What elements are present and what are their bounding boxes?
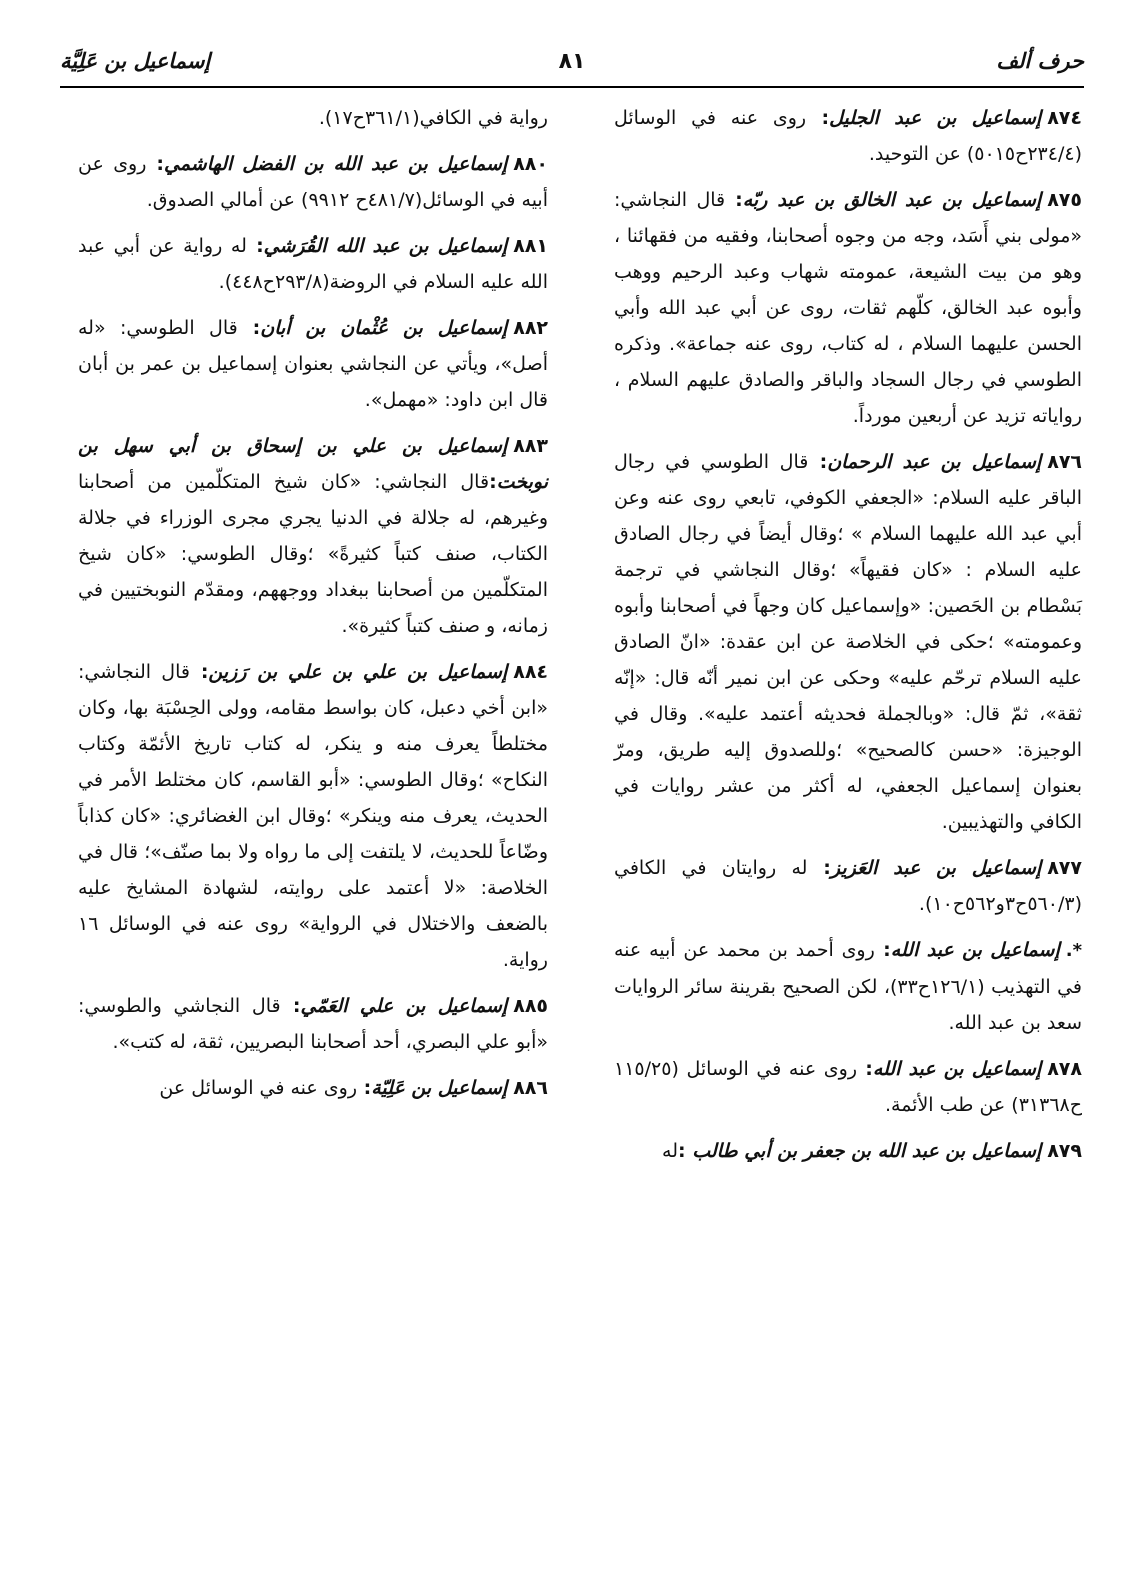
entry-name: إسماعيل بن عَلِيّة	[371, 1077, 508, 1099]
left-column	[78, 100, 548, 1116]
entry-number: ٨٨٣	[513, 435, 548, 457]
page-number: ٨١	[558, 48, 586, 74]
entry-name: إسماعيل بن علي العَمّي	[300, 995, 508, 1017]
entry-number: ٨٨٢	[513, 317, 549, 339]
entry-name: إسماعيل بن عبد الخالق بن عبد ربّه	[742, 189, 1042, 211]
entry-number: ٨٨٥	[513, 995, 549, 1017]
running-header-entry: إسماعيل بن عَلِيَّة	[60, 49, 211, 73]
entry-number: ٨٨٠	[513, 153, 548, 175]
entry-number: ٨٨٦	[513, 1077, 548, 1099]
entry-number: ٨٧٦	[1047, 451, 1083, 473]
entry-name: إسماعيل بن علي بن علي بن رَزين	[208, 661, 508, 683]
entry-number: ٨٨١	[513, 235, 548, 257]
entry-text: قال النجاشي والطوسي: «أبو علي البصري، أحد أصحابنا البصريين، ثقة، له كتب».	[78, 995, 548, 1053]
entry-number: ٨٧٨	[1047, 1058, 1082, 1080]
entry: ٨٨٥إسماعيل بن علي العَمّي: قال النجاشي والطوسي: «أبو علي البصري، أحد أصحابنا البصريين، ثقة، له كتب».	[78, 995, 549, 1053]
entry-name: إسماعيل بن علي بن إسحاق بن أبي سهل بن نوبخت	[78, 435, 548, 493]
entry-number: *.	[1065, 940, 1083, 961]
entry-text: قال النجاشي: «ابن أخي دعبل، كان بواسط مقامه، وولى الحِسْبَة بها، وكان مختلطاً يعرف منه و ينكر، له كتاب تاريخ الأئمّة وكتاب النكاح» ؛وقال الطوسي: «أبو القاسم، كان مختلط الأمر في الحديث، يعرف منه وينكر» ؛وقال ابن الغضائري: «كان كذاباً وضّاعاً للحديث، لا يلتفت إلى ما رواه ولا بما صنّف»؛ قال في الخلاصة: «لا أعتمد على روايته، لشهادة المشايخ عليه بالضعف والاختلال في الرواية» روى عنه في الوسائل ١٦ رواية.	[78, 661, 548, 971]
entry: ٨٨٦إسماعيل بن عَلِيّة: روى عنه في الوسائل عن	[159, 1077, 548, 1099]
running-header-chapter: حرف ألف	[996, 49, 1084, 73]
entry: ٨٧٤إسماعيل بن عبد الجليل: روى عنه في الوسائل (٢٣٤/٤ح٥٠١٥) عن التوحيد.	[614, 107, 1082, 165]
entry-text: له	[662, 1140, 679, 1162]
entry-text: له رواية عن أبي عبد الله عليه السلام في الروضة(٢٩٣/٨ح٤٤٨).	[78, 235, 548, 293]
entry: ٨٧٧إسماعيل بن عبد العَزيز: له روايتان في الكافي (٥٦٠/٣ح٣و٥٦٢ح١٠).	[614, 857, 1082, 915]
entry-name: إسماعيل بن عبد الله	[890, 939, 1060, 961]
entry-number: ٨٧٧	[1047, 857, 1082, 879]
entry: ٨٧٥إسماعيل بن عبد الخالق بن عبد ربّه: قال النجاشي: «مولى بني أَسَد، وجه من وجوه أصحابنا، وفقيه من فقهائنا ، وهو من بيت الشيعة، عمومته شهاب وعبد الرحيم ووهب وأبوه عبد الخالق، كلّهم ثقات، روى عن أبي عبد الله وأبي الحسن عليهما السلام ، له كتاب، روى عنه جماعة». وذكره الطوسي في رجال السجاد والباقر والصادق عليهم السلام ، رواياته تزيد عن أربعين مورداً.	[614, 189, 1082, 427]
entry-text: رواية في الكافي(٣٦١/١ح١٧).	[318, 107, 548, 129]
entry: ٨٨٠إسماعيل بن عبد الله بن الفضل الهاشمي: روى عن أبيه في الوسائل(٤٨١/٧ح ٩٩١٢) عن أمالي الصدوق.	[78, 153, 548, 211]
entry-name: إسماعيل بن عبد الله	[872, 1058, 1042, 1080]
entry-number: ٨٧٩	[1047, 1140, 1082, 1162]
entry: ٨٧٦إسماعيل بن عبد الرحمان: قال الطوسي في رجال الباقر عليه السلام: «الجعفي الكوفي، تابعي روى عنه وعن أبي عبد الله عليهما السلام » ؛وقال أيضاً في رجال الصادق عليه السلام : «كان فقيهاً» ؛وقال النجاشي في ترجمة بَسْطام بن الحَصين: «وإسماعيل كان وجهاً في أصحابنا وأبوه وعمومته» ؛حكى في الخلاصة عن ابن عقدة: «انّ الصادق عليه السلام ترحّم عليه» وحكى عن ابن نمير أنّه قال: «إنّه ثقة»، ثمّ قال: «وبالجملة فحديثه أعتمد عليه». وقال في الوجيزة: «حسن كالصحيح» ؛وللصدوق إليه طريق، ومرّ بعنوان إسماعيل الجعفي، له أكثر من عشر روايات في الكافي والتهذيبين.	[614, 451, 1083, 833]
page-header	[60, 38, 1084, 84]
entry-name: إسماعيل بن عبد الله بن جعفر بن أبي طالب	[692, 1140, 1042, 1162]
entry: ٨٨١إسماعيل بن عبد الله القُرَشي: له رواية عن أبي عبد الله عليه السلام في الروضة(٢٩٣/٨ح٤٤٨).	[78, 235, 548, 293]
entry-text: روى أحمد بن محمد عن أبيه عنه في التهذيب (١٢٦/١ح٣٣)، لكن الصحيح بقرينة سائر الروايات سعد بن عبد الله.	[614, 939, 1082, 1034]
entry-text: قال الطوسي: «له أصل»، ويأتي عن النجاشي بعنوان إسماعيل بن عمر بن أبان قال ابن داود: «مهمل».	[78, 317, 548, 411]
entry-name: إسماعيل بن عبد الله بن الفضل الهاشمي	[163, 153, 508, 175]
entry: ٨٨٢إسماعيل بن عُثْمان بن أبان: قال الطوسي: «له أصل»، ويأتي عن النجاشي بعنوان إسماعيل بن عمر بن أبان قال ابن داود: «مهمل».	[78, 317, 549, 411]
entry-text: قال النجاشي: «مولى بني أَسَد، وجه من وجوه أصحابنا، وفقيه من فقهائنا ، وهو من بيت الشيعة، عمومته شهاب وعبد الرحيم ووهب وأبوه عبد الخالق، كلّهم ثقات، روى عن أبي عبد الله وأبي الحسن عليهما السلام ، له كتاب، روى عنه جماعة». وذكره الطوسي في رجال السجاد والباقر والصادق عليهم السلام ، رواياته تزيد عن أربعين مورداً.	[614, 189, 1082, 427]
entry-text: روى عنه في الوسائل (٢٣٤/٤ح٥٠١٥) عن التوحيد.	[614, 107, 1082, 165]
entry-text: روى عنه في الوسائل عن	[159, 1077, 358, 1099]
entry: ٨٨٤إسماعيل بن علي بن علي بن رَزين: قال النجاشي: «ابن أخي دعبل، كان بواسط مقامه، وولى الحِسْبَة بها، وكان مختلطاً يعرف منه و ينكر، له كتاب تاريخ الأئمّة وكتاب النكاح» ؛وقال الطوسي: «أبو القاسم، كان مختلط الأمر في الحديث، يعرف منه وينكر» ؛وقال ابن الغضائري: «كان كذاباً وضّاعاً للحديث، لا يلتفت إلى ما رواه ولا بما صنّف»؛ قال في الخلاصة: «لا أعتمد على روايته، لشهادة المشايخ عليه بالضعف والاختلال في الرواية» روى عنه في الوسائل ١٦ رواية.	[78, 661, 549, 971]
entry: *.إسماعيل بن عبد الله: روى أحمد بن محمد عن أبيه عنه في التهذيب (١٢٦/١ح٣٣)، لكن الصحيح بقرينة سائر الروايات سعد بن عبد الله.	[614, 939, 1083, 1034]
entry-name: إسماعيل بن عُثْمان بن أبان	[260, 317, 508, 339]
header-rule	[60, 86, 1084, 88]
entry-number: ٨٨٤	[513, 661, 549, 683]
entry-name: إسماعيل بن عبد الرحمان	[827, 451, 1042, 473]
entry-name: إسماعيل بن عبد الجليل	[829, 107, 1042, 129]
right-column	[614, 100, 1082, 1179]
entry: ٨٨٣إسماعيل بن علي بن إسحاق بن أبي سهل بن نوبخت:قال النجاشي: «كان شيخ المتكلّمين من أصحابنا وغيرهم، له جلالة في الدنيا يجري مجرى الوزراء في جلالة الكتاب، صنف كتباً كثيرةً» ؛وقال الطوسي: «كان شيخ المتكلّمين من أصحابنا ببغداد ووجههم، ومقدّم النوبختيين في زمانه، و صنف كتباً كثيرة».	[78, 435, 548, 637]
entry-text: قال الطوسي في رجال الباقر عليه السلام: «الجعفي الكوفي، تابعي روى عنه وعن أبي عبد الله عليهما السلام » ؛وقال أيضاً في رجال الصادق عليه السلام : «كان فقيهاً» ؛وقال النجاشي في ترجمة بَسْطام بن الحَصين: «وإسماعيل كان وجهاً في أصحابنا وأبوه وعمومته» ؛حكى في الخلاصة عن ابن عقدة: «انّ الصادق عليه السلام ترحّم عليه» وحكى عن ابن نمير أنّه قال: «إنّه ثقة»، ثمّ قال: «وبالجملة فحديثه أعتمد عليه». وقال في الوجيزة: «حسن كالصحيح» ؛وللصدوق إليه طريق، ومرّ بعنوان إسماعيل الجعفي، له أكثر من عشر روايات في الكافي والتهذيبين.	[614, 451, 1082, 833]
entry-name: إسماعيل بن عبد العَزيز	[830, 857, 1042, 879]
entry-number: ٨٧٤	[1047, 107, 1082, 129]
entry-number: ٨٧٥	[1047, 189, 1082, 211]
entry: ٨٧٩إسماعيل بن عبد الله بن جعفر بن أبي طالب :له	[662, 1140, 1082, 1162]
entry: ٨٧٨إسماعيل بن عبد الله: روى عنه في الوسائل (١١٥/٢٥ ح٣١٣٦٨) عن طب الأئمة.	[614, 1058, 1082, 1116]
entry-text: روى عن أبيه في الوسائل(٤٨١/٧ح ٩٩١٢) عن أمالي الصدوق.	[78, 153, 548, 211]
entry-text: قال النجاشي: «كان شيخ المتكلّمين من أصحابنا وغيرهم، له جلالة في الدنيا يجري مجرى الوزراء في جلالة الكتاب، صنف كتباً كثيرةً» ؛وقال الطوسي: «كان شيخ المتكلّمين من أصحابنا ببغداد ووجههم، ومقدّم النوبختيين في زمانه، و صنف كتباً كثيرة».	[78, 471, 548, 637]
entry-text: له روايتان في الكافي (٥٦٠/٣ح٣و٥٦٢ح١٠).	[614, 857, 1082, 915]
entry-continuation	[78, 100, 548, 136]
entry-name: إسماعيل بن عبد الله القُرَشي	[263, 235, 508, 257]
entry-text: روى عنه في الوسائل (١١٥/٢٥ ح٣١٣٦٨) عن طب الأئمة.	[614, 1058, 1082, 1116]
